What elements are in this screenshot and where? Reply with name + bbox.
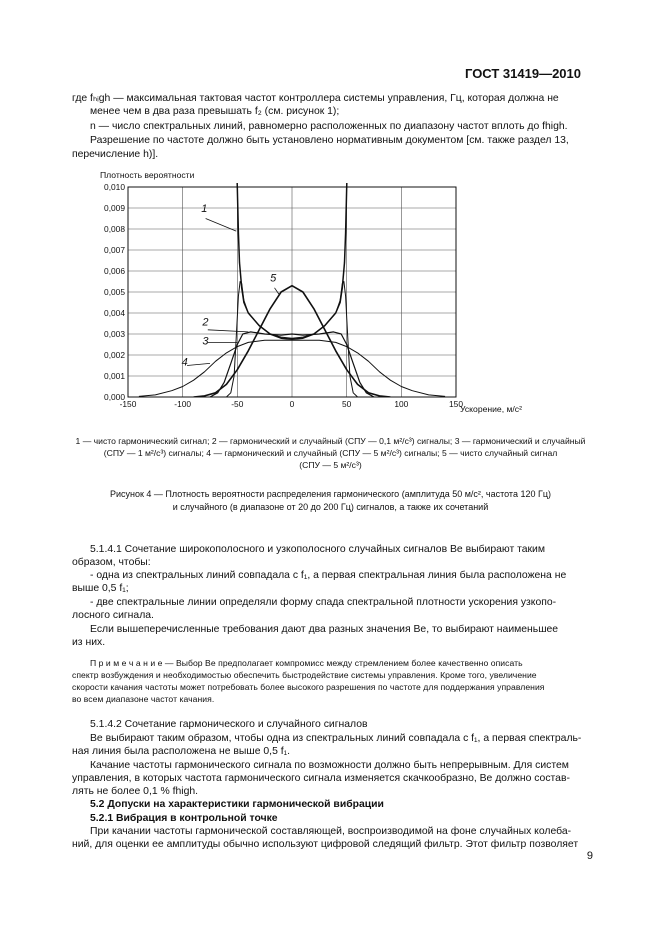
- sec-5141-line-7: Если вышеперечисленные требования дают два разных значения Be, то выбирают наименьшее: [90, 624, 559, 635]
- y-tick-label: 0,005: [104, 287, 125, 297]
- sec-5142-line-2: ная линия была расположена не выше 0,5 f₁.: [72, 746, 291, 757]
- y-tick-label: 0,002: [104, 350, 125, 360]
- chart-grid: [128, 187, 456, 397]
- x-tick-label: 0: [289, 399, 295, 409]
- intro-line-3: n — число спектральных линий, равномерно расположенных по диапазону частот вплоть до fhigh.: [90, 121, 568, 132]
- x-tick-label: -100: [174, 399, 192, 409]
- y-tick-label: 0,004: [104, 308, 125, 318]
- series-leader-5: [275, 288, 279, 294]
- intro-line-2: менее чем в два раза превышать f₂ (см. рисунок 1);: [90, 106, 340, 117]
- y-tick-label: 0,000: [104, 392, 125, 402]
- note-line-3: скорости качания частоты может потребовать более высокого разрешения по частоте для поддержания управления: [72, 682, 545, 692]
- figure-legend-line-3: (СПУ — 5 м²/с³): [299, 460, 362, 470]
- chart-labels: [104, 182, 463, 409]
- x-tick-label: -150: [119, 399, 137, 409]
- chart-figure: [0, 165, 661, 445]
- y-tick-label: 0,008: [104, 224, 125, 234]
- series-label-1: 1: [201, 203, 208, 216]
- sec-5142-line-5: лять не более 0,1 % fhigh.: [72, 786, 199, 797]
- sec-5141-line-3: - одна из спектральных линий совпадала с f₁, а первая спектральная линия была расположена не: [90, 570, 567, 581]
- sec-5142-line-4: управления, в которых частота гармонического сигнала изменяется скачкообразно, Be должно состав-: [72, 773, 570, 784]
- x-tick-label: -50: [231, 399, 244, 409]
- probability-density-chart: [0, 165, 661, 445]
- sec-52-line-2: ний, для оценки ее амплитуды обычно используют цифровой следящий фильтр. Этот фильтр позволяет: [72, 839, 579, 850]
- sec-5141-line-8: из них.: [72, 637, 106, 648]
- sec-5141-line-6: лосного сигнала.: [72, 610, 154, 621]
- sec-521-title: 5.2.1 Вибрация в контрольной точке: [90, 813, 278, 824]
- series-label-5: 5: [270, 272, 277, 285]
- y-axis-label: Плотность вероятности: [100, 170, 195, 180]
- x-tick-label: 50: [342, 399, 352, 409]
- y-tick-label: 0,003: [104, 329, 125, 339]
- intro-line-4: Разрешение по частоте должно быть установлено нормативным документом [см. также раздел 13,: [90, 135, 569, 146]
- y-tick-label: 0,001: [104, 371, 125, 381]
- sec-5142-title: 5.1.4.2 Сочетание гармонического и случайного сигналов: [90, 719, 368, 730]
- x-tick-label: 100: [394, 399, 409, 409]
- sec-52-line-1: При качании частоты гармонической составляющей, воспроизводимой на фоне случайных колеба-: [90, 826, 572, 837]
- series-label-2: 2: [202, 316, 209, 329]
- x-tick-label: 150: [449, 399, 463, 409]
- figure-caption-line-1: Рисунок 4 — Плотность вероятности распределения гармонического (амплитуда 50 м/с², частота 120 Гц): [109, 489, 552, 499]
- sec-52-title: 5.2 Допуски на характеристики гармонической вибрации: [90, 799, 384, 810]
- y-tick-label: 0,007: [104, 245, 125, 255]
- intro-line-1: где fₕᵢgh — максимальная тактовая частот контроллера системы управления, Гц, которая должна не: [72, 93, 559, 104]
- sec-5141-line-1: 5.1.4.1 Сочетание широкополосного и узкополосного случайных сигналов Be выбирают таким: [90, 544, 546, 555]
- note-line-1: П р и м е ч а н и е — Выбор Be предполагает компромисс между стремлением более качественно описать: [90, 658, 523, 668]
- page-number: 9: [586, 850, 593, 862]
- sec-5141-line-5: - две спектральные линии определяли форму спада спектральной плотности ускорения узкопо-: [90, 597, 557, 608]
- figure-legend-line-2: (СПУ — 1 м²/с³) сигналы; 4 — гармонический и случайный (СПУ — 5 м²/с³) сигналы; 5 — чисто случайный сигнал: [103, 448, 558, 458]
- y-tick-label: 0,009: [104, 203, 125, 213]
- sec-5141-line-2: образом, чтобы:: [72, 557, 151, 568]
- series-label-4: 4: [181, 356, 188, 369]
- series-label-3: 3: [202, 335, 209, 348]
- y-tick-label: 0,006: [104, 266, 125, 276]
- y-tick-label: 0,010: [104, 182, 125, 192]
- sec-5142-line-3: Качание частоты гармонического сигнала по возможности должно быть непрерывным. Для систем: [90, 760, 569, 771]
- series-leader-4: [187, 363, 210, 365]
- note-line-2: спектр возбуждения и необходимостью обеспечить быстродействие системы управления. Кроме того, увеличение: [72, 670, 537, 680]
- sec-5142-line-1: Be выбирают таким образом, чтобы одна из спектральных линий совпадала с f₁, а первая спектраль-: [90, 733, 582, 744]
- note-line-4: во всем диапазоне частот качания.: [72, 694, 215, 704]
- x-axis-label: Ускорение, м/с²: [460, 404, 522, 414]
- figure-caption-line-2: и случайного (в диапазоне от 20 до 200 Гц) сигналов, а также их сочетаний: [172, 502, 489, 512]
- document-code: ГОСТ 31419—2010: [465, 66, 581, 81]
- intro-line-5: перечисление h)].: [72, 149, 159, 160]
- sec-5141-line-4: выше 0,5 f₁;: [72, 583, 129, 594]
- figure-legend-line-1: 1 — чисто гармонический сигнал; 2 — гармонический и случайный (СПУ — 0,1 м²/с³) сигналы; 3 — гармонический и случайный: [75, 436, 586, 446]
- series-leader-2: [208, 330, 248, 332]
